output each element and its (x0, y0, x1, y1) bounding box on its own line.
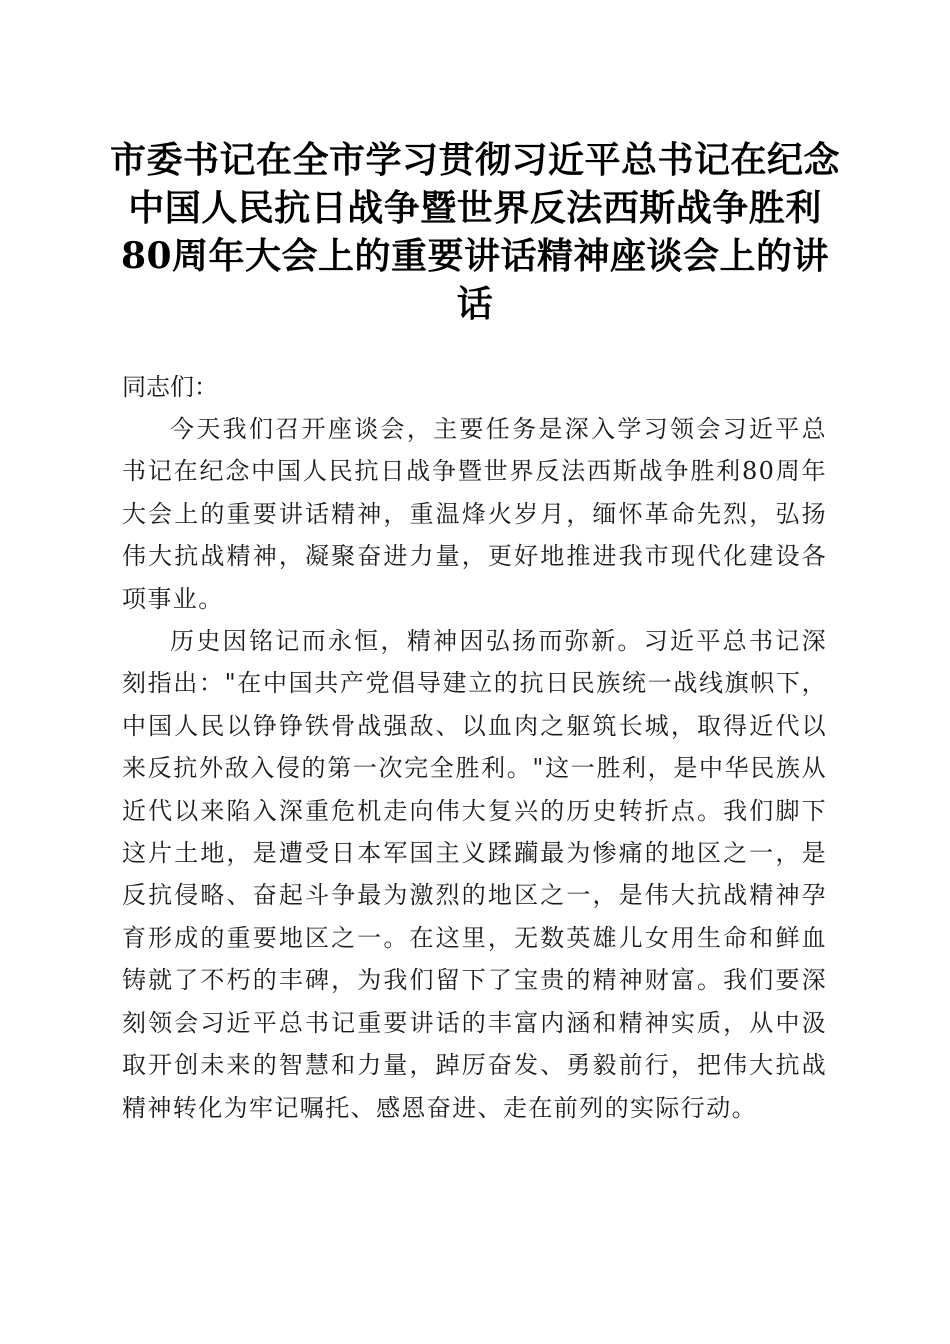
salutation: 同志们： (122, 373, 218, 401)
paragraph-1: 今天我们召开座谈会，主要任务是深入学习领会习近平总书记在纪念中国人民抗日战争暨世界反法西斯战争胜利80周年大会上的重要讲话精神，重温烽火岁月，缅怀革命先烈，弘扬伟大抗战精神，凝聚奋进力量，更好地推进我市现代化建设各项事业。 (122, 415, 827, 613)
document-body (122, 366, 827, 1129)
document-title: 市委书记在全市学习贯彻习近平总书记在纪念中国人民抗日战争暨世界反法西斯战争胜利80周年大会上的重要讲话精神座谈会上的讲话 (110, 139, 841, 325)
paragraph-2: 历史因铭记而永恒，精神因弘扬而弥新。习近平总书记深刻指出："在中国共产党倡导建立的抗日民族统一战线旗帜下，中国人民以铮铮铁骨战强敌、以血肉之躯筑长城，取得近代以来反抗外敌入侵的第一次完全胜利。"这一胜利，是中华民族从近代以来陷入深重危机走向伟大复兴的历史转折点。我们脚下这片土地，是遭受日本军国主义蹂躏最为惨痛的地区之一，是反抗侵略、奋起斗争最为激烈的地区之一，是伟大抗战精神孕育形成的重要地区之一。在这里，无数英雄儿女用生命和鲜血铸就了不朽的丰碑，为我们留下了宝贵的精神财富。我们要深刻领会习近平总书记重要讲话的丰富内涵和精神实质，从中汲取开创未来的智慧和力量，踔厉奋发、勇毅前行，把伟大抗战精神转化为牢记嘱托、感恩奋进、走在前列的实际行动。 (122, 627, 827, 1122)
